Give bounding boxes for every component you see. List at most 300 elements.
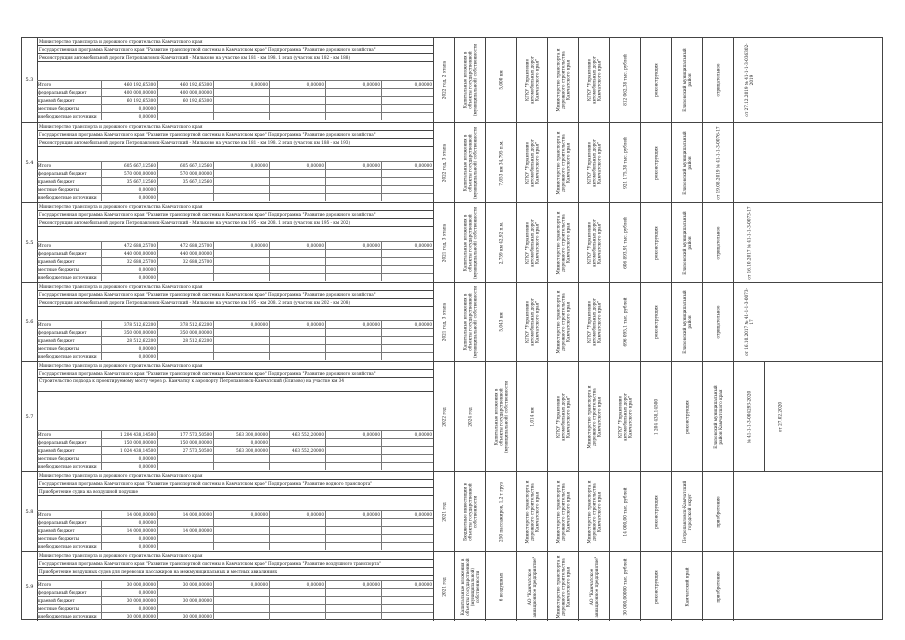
- ministry-line: Министерство транспорта и дорожного строительства Камчатского края: [37, 283, 433, 291]
- financing-amount: [157, 605, 213, 612]
- rotated-attribute-text: от 27.02.2020: [777, 401, 783, 432]
- rotated-attribute-cell: [609, 283, 640, 361]
- rotated-attribute-cell: [702, 38, 733, 122]
- financing-row: [37, 344, 433, 352]
- financing-amount: 32 688,25700: [157, 258, 213, 265]
- financing-amount: [269, 455, 325, 462]
- financing-source-label: Итого: [38, 432, 52, 437]
- financing-amount: [381, 178, 433, 185]
- financing-amount: [381, 527, 433, 534]
- financing-amount: [325, 605, 381, 612]
- program-line: Государственная программа Камчатского края "Развитие транспортной системы в Камчатском крае" Подпрограмма "Развитие дорожного хозяйства": [37, 46, 433, 54]
- rotated-attribute-text: 30 000,00000 тыс. рублей: [622, 558, 628, 615]
- financing-amount: [157, 186, 213, 193]
- financing-amount: [269, 97, 325, 104]
- financing-row: [37, 265, 433, 273]
- rotated-attribute-cell: [702, 472, 733, 551]
- financing-row: [37, 193, 433, 201]
- financing-amount: [157, 535, 213, 542]
- financing-amount: [381, 186, 433, 193]
- document-sheet: [21, 37, 883, 620]
- financing-row: [37, 336, 433, 344]
- rotated-attribute-text: Елизовский муниципальный район Камчатского края: [713, 384, 723, 449]
- rotated-attribute-cell: [516, 283, 547, 361]
- rotated-attribute-cell: [671, 362, 702, 471]
- financing-amount: [269, 89, 325, 96]
- financing-source-label: местные бюджеты: [38, 606, 80, 611]
- financing-amount: 1 204 438,14500: [101, 431, 157, 438]
- project-section: [22, 38, 882, 122]
- rotated-attribute-cell: [702, 362, 733, 471]
- rotated-attribute-cell: [578, 38, 609, 122]
- financing-source-label: федеральный бюджет: [38, 440, 87, 445]
- financing-amount: [381, 337, 433, 344]
- financing-source-label: федеральный бюджет: [38, 330, 87, 335]
- section-number: 5.8: [22, 472, 38, 551]
- financing-amount: [269, 519, 325, 526]
- rotated-attribute-text: 7,053 км 34,795 п.м.: [498, 139, 504, 186]
- financing-amount: [213, 97, 269, 104]
- rotated-attribute-cell: [702, 283, 733, 361]
- financing-amount: 28 512,62200: [157, 337, 213, 344]
- rotated-attribute-cell: [640, 472, 671, 551]
- financing-amount: [325, 266, 381, 273]
- financing-source-label: краевой бюджет: [38, 528, 75, 533]
- financing-row: [37, 80, 433, 88]
- rotated-attribute-cell: [433, 283, 454, 361]
- financing-source-label: Итого: [38, 512, 52, 517]
- financing-amount: [325, 329, 381, 336]
- rotated-attribute-cell: [547, 38, 578, 122]
- financing-row: [37, 273, 433, 281]
- financing-amount: 32 688,25700: [101, 258, 157, 265]
- financing-amount: [213, 527, 269, 534]
- financing-amount: 0,00000: [101, 535, 157, 542]
- rotated-attribute-text: Бюджетные инвестиции в объекты государственной собственности: [462, 482, 478, 541]
- financing-amount: [325, 527, 381, 534]
- financing-amount: 0,00000: [213, 162, 269, 169]
- rotated-attribute-cell: [671, 552, 702, 621]
- section-number: 5.3: [22, 38, 38, 122]
- financing-amount: [269, 170, 325, 177]
- financing-amount: [381, 447, 433, 454]
- financing-amount: [269, 194, 325, 201]
- financing-amount: [325, 258, 381, 265]
- financing-amount: [381, 250, 433, 257]
- financing-row: [37, 257, 433, 265]
- financing-source-label: краевой бюджет: [38, 98, 75, 103]
- rotated-attribute-cell: [516, 123, 547, 202]
- section-number: 5.9: [22, 552, 38, 621]
- financing-row: [37, 185, 433, 193]
- financing-amount: [381, 345, 433, 352]
- financing-amount: [269, 329, 325, 336]
- financing-amount: 378 512,62200: [101, 321, 157, 328]
- financing-amount: 60 192,65300: [101, 97, 157, 104]
- rotated-attribute-cell: [640, 362, 671, 471]
- rotated-attribute-cell: [578, 362, 609, 471]
- financing-row: [37, 249, 433, 257]
- rotated-attribute-cell: [733, 123, 764, 202]
- financing-amount: [381, 597, 433, 604]
- rotated-attribute-text: Капитальные вложения в объекты государственной (муниципальной) собственности: [462, 43, 478, 117]
- project-section: [22, 282, 882, 361]
- financing-amount: [213, 337, 269, 344]
- rotated-attribute-text: КГКУ "Управление автомобильных дорог Камчатского края": [555, 392, 571, 441]
- financing-table: [37, 430, 433, 470]
- rotated-attribute-cell: [516, 472, 547, 551]
- rotated-attribute-cell: [433, 38, 454, 122]
- object-line: Реконструкция автомобильной дороги Петропавловск-Камчатский - Мильково на участке км 195 - км 208. 2 этап (участок км 202 - км 208): [37, 299, 433, 307]
- financing-source-label: внебюджетные источники: [38, 195, 97, 200]
- financing-source-label: краевой бюджет: [38, 598, 75, 603]
- financing-amount: 0,00000: [325, 162, 381, 169]
- financing-amount: 30 000,00000: [157, 613, 213, 620]
- project-section: [22, 551, 882, 621]
- rotated-attribute-text: КГКУ "Управление автомобильных дорог Камчатского края": [524, 297, 540, 347]
- financing-row: [37, 446, 433, 454]
- financing-amount: 0,00000: [101, 519, 157, 526]
- financing-amount: [213, 170, 269, 177]
- financing-amount: 0,00000: [213, 581, 269, 588]
- financing-amount: [269, 613, 325, 620]
- ministry-line: Министерство транспорта и дорожного строительства Камчатского края: [37, 552, 433, 560]
- financing-amount: [269, 266, 325, 273]
- rotated-attribute-text: 2024 год: [467, 406, 473, 427]
- rotated-attribute-cell: [609, 38, 640, 122]
- financing-amount: 150 000,00000: [157, 439, 213, 446]
- financing-row: [37, 438, 433, 446]
- financing-source-label: местные бюджеты: [38, 106, 80, 111]
- financing-amount: 463 552,20000: [269, 431, 325, 438]
- rotated-attribute-text: 2022 год: [441, 406, 447, 427]
- rotated-attribute-cell: [702, 552, 733, 621]
- financing-amount: 0,00000: [325, 431, 381, 438]
- rotated-attribute-text: КГКУ "Управление автомобильных дорог Камчатского края": [524, 55, 540, 105]
- financing-amount: [381, 97, 433, 104]
- rotated-attribute-cell: [640, 552, 671, 621]
- rotated-attribute-cell: [547, 203, 578, 282]
- financing-amount: [213, 345, 269, 352]
- rotated-attribute-text: КГКУ "Управление автомобильных дорог Камчатского края": [524, 218, 540, 267]
- rotated-attribute-cell: [733, 283, 764, 361]
- rotated-attribute-text: КГКУ "Управление автомобильных дорог Камчатского края": [617, 392, 633, 441]
- financing-source-label: внебюджетные источники: [38, 275, 97, 280]
- financing-amount: 1 024 438,14500: [101, 447, 157, 454]
- financing-amount: 35 667,12560: [101, 178, 157, 185]
- rotated-attribute-text: 14 000,00 тыс. рублей: [622, 487, 628, 536]
- section-number: 5.5: [22, 203, 38, 282]
- rotated-attribute-cell: [578, 283, 609, 361]
- financing-row: [37, 596, 433, 604]
- financing-amount: 30 000,00000: [157, 581, 213, 588]
- object-line: Строительство подхода к проектируемому мосту через р. Камчатку к аэропорту Петропавловск-Камчатский (Елизово) на участке км 34: [37, 378, 433, 392]
- financing-row: [37, 96, 433, 104]
- rotated-attribute-cell: [609, 203, 640, 282]
- financing-amount: 177 573,50500: [157, 431, 213, 438]
- object-line: Приобретение судна на воздушной подушке: [37, 488, 433, 496]
- rotated-attribute-text: от 27.12.2019 № 41-1-1-3-036302-2019: [744, 43, 754, 117]
- financing-amount: 0,00000: [213, 81, 269, 88]
- rotated-attribute-cell: [454, 123, 485, 202]
- financing-amount: [325, 345, 381, 352]
- financing-amount: [325, 447, 381, 454]
- rotated-attribute-cell: [516, 362, 547, 471]
- rotated-attribute-text: Капитальные вложения в объекты государственной (муниципальной) собственности: [462, 285, 478, 359]
- financing-amount: [213, 543, 269, 550]
- financing-amount: 30 000,00000: [101, 613, 157, 620]
- financing-amount: [381, 113, 433, 120]
- financing-amount: 0,00000: [101, 543, 157, 550]
- financing-amount: [325, 353, 381, 360]
- financing-amount: [213, 535, 269, 542]
- financing-table: [37, 161, 433, 201]
- rotated-attribute-text: 812 062,38 тыс. рублей: [622, 54, 628, 106]
- financing-amount: 0,00000: [381, 581, 433, 588]
- financing-amount: [381, 258, 433, 265]
- financing-amount: 350 000,00000: [101, 329, 157, 336]
- rotated-attribute-text: реконструкция: [653, 569, 659, 604]
- rotated-attribute-cell: [433, 123, 454, 202]
- rotated-attribute-text: КГКУ "Управление автомобильных дорог Камчатского края": [586, 297, 602, 347]
- financing-amount: [157, 266, 213, 273]
- financing-amount: 0,00000: [325, 511, 381, 518]
- financing-amount: [381, 613, 433, 620]
- financing-amount: [381, 535, 433, 542]
- financing-amount: 0,00000: [381, 242, 433, 249]
- rotated-attribute-text: Капитальные вложения в объекты государственной (муниципальной) собственности: [462, 126, 478, 199]
- financing-amount: 35 667,12560: [157, 178, 213, 185]
- financing-amount: 0,00000: [101, 605, 157, 612]
- program-line: Государственная программа Камчатского края "Развитие транспортной системы в Камчатском крае" Подпрограмма "Развитие водного транспорта": [37, 480, 433, 488]
- rotated-attribute-cell: [454, 283, 485, 361]
- rotated-attribute-text: Министерство транспорта и дорожного строительства Камчатского края: [555, 48, 571, 112]
- financing-amount: [325, 186, 381, 193]
- financing-amount: [269, 250, 325, 257]
- rotated-attribute-cell: [547, 123, 578, 202]
- financing-amount: 14 000,00000: [101, 511, 157, 518]
- financing-source-label: федеральный бюджет: [38, 90, 87, 95]
- financing-amount: 0,00000: [101, 194, 157, 201]
- rotated-attribute-cell: [433, 362, 454, 471]
- financing-row: [37, 542, 433, 550]
- financing-row: [37, 612, 433, 620]
- rotated-attribute-cell: [485, 362, 516, 471]
- financing-amount: [269, 178, 325, 185]
- rotated-attribute-cell: [485, 203, 516, 282]
- financing-amount: [325, 105, 381, 112]
- financing-row: [37, 510, 433, 518]
- financing-row: [37, 588, 433, 596]
- financing-amount: [213, 266, 269, 273]
- rotated-attribute-text: от 16.10.2017 № 41-1-1-3-0073-17: [746, 205, 752, 280]
- financing-amount: [269, 186, 325, 193]
- financing-amount: [325, 178, 381, 185]
- financing-amount: 0,00000: [101, 455, 157, 462]
- rotated-attribute-cell: [671, 38, 702, 122]
- financing-amount: [157, 113, 213, 120]
- financing-amount: [269, 605, 325, 612]
- financing-amount: [269, 543, 325, 550]
- financing-amount: 0,00000: [381, 81, 433, 88]
- rotated-attribute-cell: [640, 203, 671, 282]
- financing-source-label: Итого: [38, 163, 52, 168]
- rotated-attribute-text: Капитальные вложения в объекты государственной (муниципальной) собственности: [493, 380, 509, 453]
- rotated-attribute-text: реконструкция: [653, 305, 659, 339]
- financing-amount: 0,00000: [269, 81, 325, 88]
- financing-amount: 0,00000: [269, 581, 325, 588]
- financing-amount: [381, 274, 433, 281]
- rotated-attribute-text: 2021 год, 3 этапа: [441, 223, 447, 262]
- financing-row: [37, 518, 433, 526]
- financing-row: [37, 526, 433, 534]
- rotated-attribute-text: КГКУ "Управление автомобильных дорог Камчатского края": [524, 138, 540, 187]
- financing-source-label: федеральный бюджет: [38, 590, 87, 595]
- rotated-attribute-text: Министерство транспорта и дорожного строительства Камчатского края: [524, 480, 540, 543]
- financing-amount: 14 000,00000: [157, 527, 213, 534]
- rotated-attribute-text: 6 воздушных: [498, 572, 504, 601]
- financing-row: [37, 580, 433, 588]
- rotated-attribute-text: 2,759 км 42,92 п.м.: [498, 221, 504, 264]
- financing-amount: [325, 97, 381, 104]
- rotated-attribute-cell: [671, 123, 702, 202]
- financing-amount: [269, 463, 325, 470]
- financing-amount: [325, 250, 381, 257]
- project-section: [22, 361, 882, 471]
- rotated-attribute-text: КГКУ "Управление автомобильных дорог Камчатского края": [586, 218, 602, 267]
- ministry-line: Министерство транспорта и дорожного строительства Камчатского края: [37, 38, 433, 46]
- financing-table: [37, 80, 433, 120]
- financing-amount: 0,00000: [213, 321, 269, 328]
- rotated-attribute-cell: [547, 362, 578, 471]
- financing-amount: 440 000,00000: [101, 250, 157, 257]
- financing-source-label: местные бюджеты: [38, 456, 80, 461]
- financing-source-label: внебюджетные источники: [38, 464, 97, 469]
- financing-amount: [213, 258, 269, 265]
- rotated-attribute-text: 2022 год, 3 этапа: [441, 143, 447, 182]
- financing-row: [37, 328, 433, 336]
- financing-amount: 570 000,00000: [157, 170, 213, 177]
- financing-amount: [269, 353, 325, 360]
- rotated-attribute-cell: [454, 362, 485, 471]
- rotated-attribute-text: 696 095,1 тыс. рублей: [622, 297, 628, 347]
- financing-amount: [269, 345, 325, 352]
- rotated-attribute-text: АО "Камчатское авиационное предприятие": [527, 556, 537, 618]
- rotated-attribute-text: Министерство транспорта и дорожного строительства Камчатского края: [586, 480, 602, 543]
- rotated-attribute-cell: [433, 472, 454, 551]
- rotated-attribute-cell: [733, 472, 764, 551]
- program-line: Государственная программа Камчатского края "Развитие транспортной системы в Камчатском крае" Подпрограмма "Развитие дорожного хозяйства": [37, 131, 433, 139]
- financing-amount: [213, 353, 269, 360]
- rotated-attribute-cell: [485, 552, 516, 621]
- financing-source-label: Итого: [38, 243, 52, 248]
- financing-amount: 563 300,00000: [213, 431, 269, 438]
- financing-amount: [157, 589, 213, 596]
- financing-amount: [213, 250, 269, 257]
- rotated-attribute-cell: [764, 362, 795, 471]
- financing-amount: 14 000,00000: [101, 527, 157, 534]
- financing-amount: [213, 113, 269, 120]
- program-line: Государственная программа Камчатского края "Развитие транспортной системы в Камчатском крае" Подпрограмма "Развитие дорожного хозяйства": [37, 211, 433, 219]
- rotated-attribute-cell: [454, 552, 485, 621]
- financing-amount: 0,00000: [269, 242, 325, 249]
- financing-amount: [213, 455, 269, 462]
- rotated-attribute-cell: [547, 552, 578, 621]
- financing-amount: 28 512,62200: [101, 337, 157, 344]
- rotated-attribute-cell: [516, 552, 547, 621]
- financing-amount: 472 688,25700: [101, 242, 157, 249]
- financing-row: [37, 320, 433, 328]
- financing-amount: 0,00000: [381, 162, 433, 169]
- financing-amount: 30 000,00000: [101, 597, 157, 604]
- rotated-attribute-text: реконструкция: [653, 225, 659, 260]
- financing-amount: 378 512,62200: [157, 321, 213, 328]
- financing-amount: [157, 274, 213, 281]
- financing-source-label: местные бюджеты: [38, 187, 80, 192]
- financing-source-label: федеральный бюджет: [38, 251, 87, 256]
- financing-amount: [213, 613, 269, 620]
- financing-source-label: внебюджетные источники: [38, 544, 97, 549]
- object-line: Приобретение воздушных судов для перевозки пассажиров на межмуниципальных и местных авиалиниях: [37, 568, 433, 576]
- rotated-attribute-text: Елизовский муниципальный район: [682, 290, 692, 354]
- financing-amount: 563 300,00000: [213, 447, 269, 454]
- financing-table: [37, 510, 433, 550]
- financing-amount: 0,00000: [269, 511, 325, 518]
- financing-amount: [213, 178, 269, 185]
- rotated-attribute-cell: [609, 552, 640, 621]
- rotated-attribute-text: отрицательное: [715, 225, 721, 260]
- financing-amount: [269, 597, 325, 604]
- financing-amount: [381, 463, 433, 470]
- rotated-attribute-text: Министерство транспорта и дорожного строительства Камчатского края: [555, 480, 571, 543]
- financing-amount: 0,00000: [101, 105, 157, 112]
- financing-amount: 0,00000: [101, 186, 157, 193]
- financing-amount: 0,00000: [325, 321, 381, 328]
- financing-amount: [381, 194, 433, 201]
- financing-amount: [157, 463, 213, 470]
- rotated-attribute-cell: [454, 472, 485, 551]
- financing-amount: 0,00000: [101, 589, 157, 596]
- financing-amount: 350 000,00000: [157, 329, 213, 336]
- financing-amount: [157, 543, 213, 550]
- rotated-attribute-cell: [547, 472, 578, 551]
- financing-table: [37, 241, 433, 281]
- financing-amount: [325, 113, 381, 120]
- financing-amount: 605 667,12560: [101, 162, 157, 169]
- rotated-attribute-text: Капитальные вложения в объекты государственной (муниципальной) собственности: [460, 557, 480, 616]
- financing-row: [37, 352, 433, 360]
- rotated-attribute-text: Министерство транспорта и дорожного строительства Камчатского края: [555, 211, 571, 274]
- financing-amount: [325, 613, 381, 620]
- financing-amount: 0,00000: [213, 511, 269, 518]
- financing-source-label: местные бюджеты: [38, 346, 80, 351]
- financing-amount: [269, 113, 325, 120]
- rotated-attribute-text: реконструкция: [653, 63, 659, 97]
- financing-amount: [213, 105, 269, 112]
- rotated-attribute-text: реконструкция: [653, 145, 659, 180]
- rotated-attribute-text: приобретение: [715, 570, 721, 603]
- financing-row: [37, 177, 433, 185]
- financing-amount: 0,00000: [381, 511, 433, 518]
- financing-row: [37, 430, 433, 438]
- rotated-attribute-cell: [640, 123, 671, 202]
- rotated-attribute-cell: [485, 38, 516, 122]
- financing-row: [37, 112, 433, 120]
- financing-amount: 30 000,00000: [101, 581, 157, 588]
- rotated-attribute-cell: [609, 123, 640, 202]
- financing-amount: [325, 89, 381, 96]
- financing-amount: [381, 439, 433, 446]
